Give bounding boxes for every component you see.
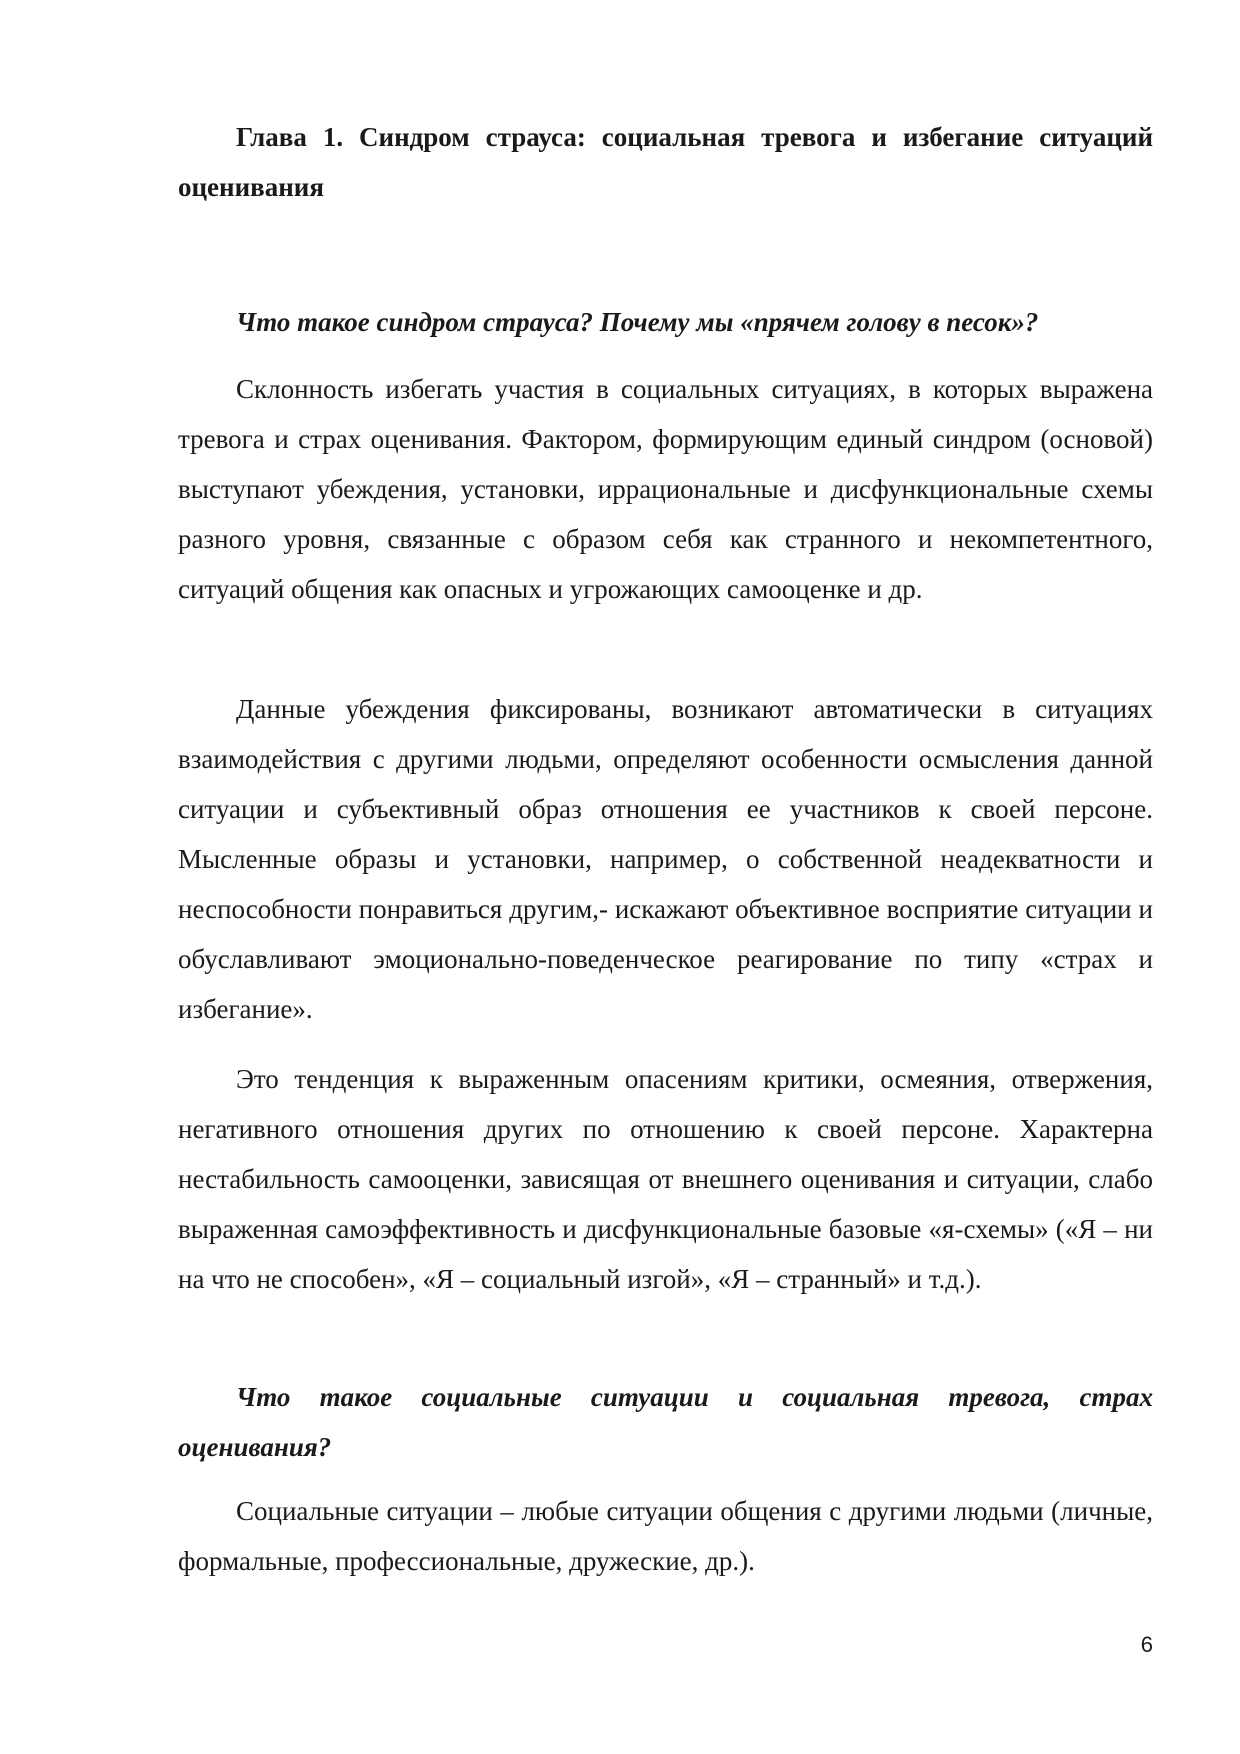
chapter-title: Глава 1. Синдром страуса: социальная тревога и избегание ситуаций оценивания xyxy=(178,122,1153,202)
paragraph-fixed-beliefs: Данные убеждения фиксированы, возникают автоматически в ситуациях взаимодействия с другими людьми, определяют особенности осмысления данной ситуации и субъективный образ отношения ее участников к своей персоне. Мысленные образы и установки, например, о собственной неадекватности и неспособности понравиться другим,- искажают объективное восприятие ситуации и обуславливают эмоционально-поведенческое реагирование по типу «страх и избегание». xyxy=(178,694,1153,1024)
document-page xyxy=(178,0,1153,1754)
section-heading-social-situations: Что такое социальные ситуации и социальная тревога, страх оценивания? xyxy=(178,1382,1153,1462)
paragraph-fear-of-criticism: Это тенденция к выраженным опасениям критики, осмеяния, отвержения, негативного отношения других по отношению к своей персоне. Характерна нестабильность самооценки, зависящая от внешнего оценивания и ситуации, слабо выраженная самоэффективность и дисфункциональные базовые «я-схемы» («Я – ни на что не способен», «Я – социальный изгой», «Я – странный» и т.д.). xyxy=(178,1064,1153,1294)
section-heading-ostrich-syndrome: Что такое синдром страуса? Почему мы «прячем голову в песок»? xyxy=(236,307,1039,337)
page-number: 6 xyxy=(1140,1632,1153,1657)
paragraph-avoidance-tendency: Склонность избегать участия в социальных ситуациях, в которых выражена тревога и страх оценивания. Фактором, формирующим единый синдром (основой) выступают убеждения, установки, иррациональные и дисфункциональные схемы разного уровня, связанные с образом себя как странного и некомпетентного, ситуаций общения как опасных и угрожающих самооценке и др. xyxy=(178,374,1153,604)
paragraph-social-situations-definition: Социальные ситуации – любые ситуации общения с другими людьми (личные, формальные, профессиональные, дружеские, др.). xyxy=(178,1496,1153,1576)
